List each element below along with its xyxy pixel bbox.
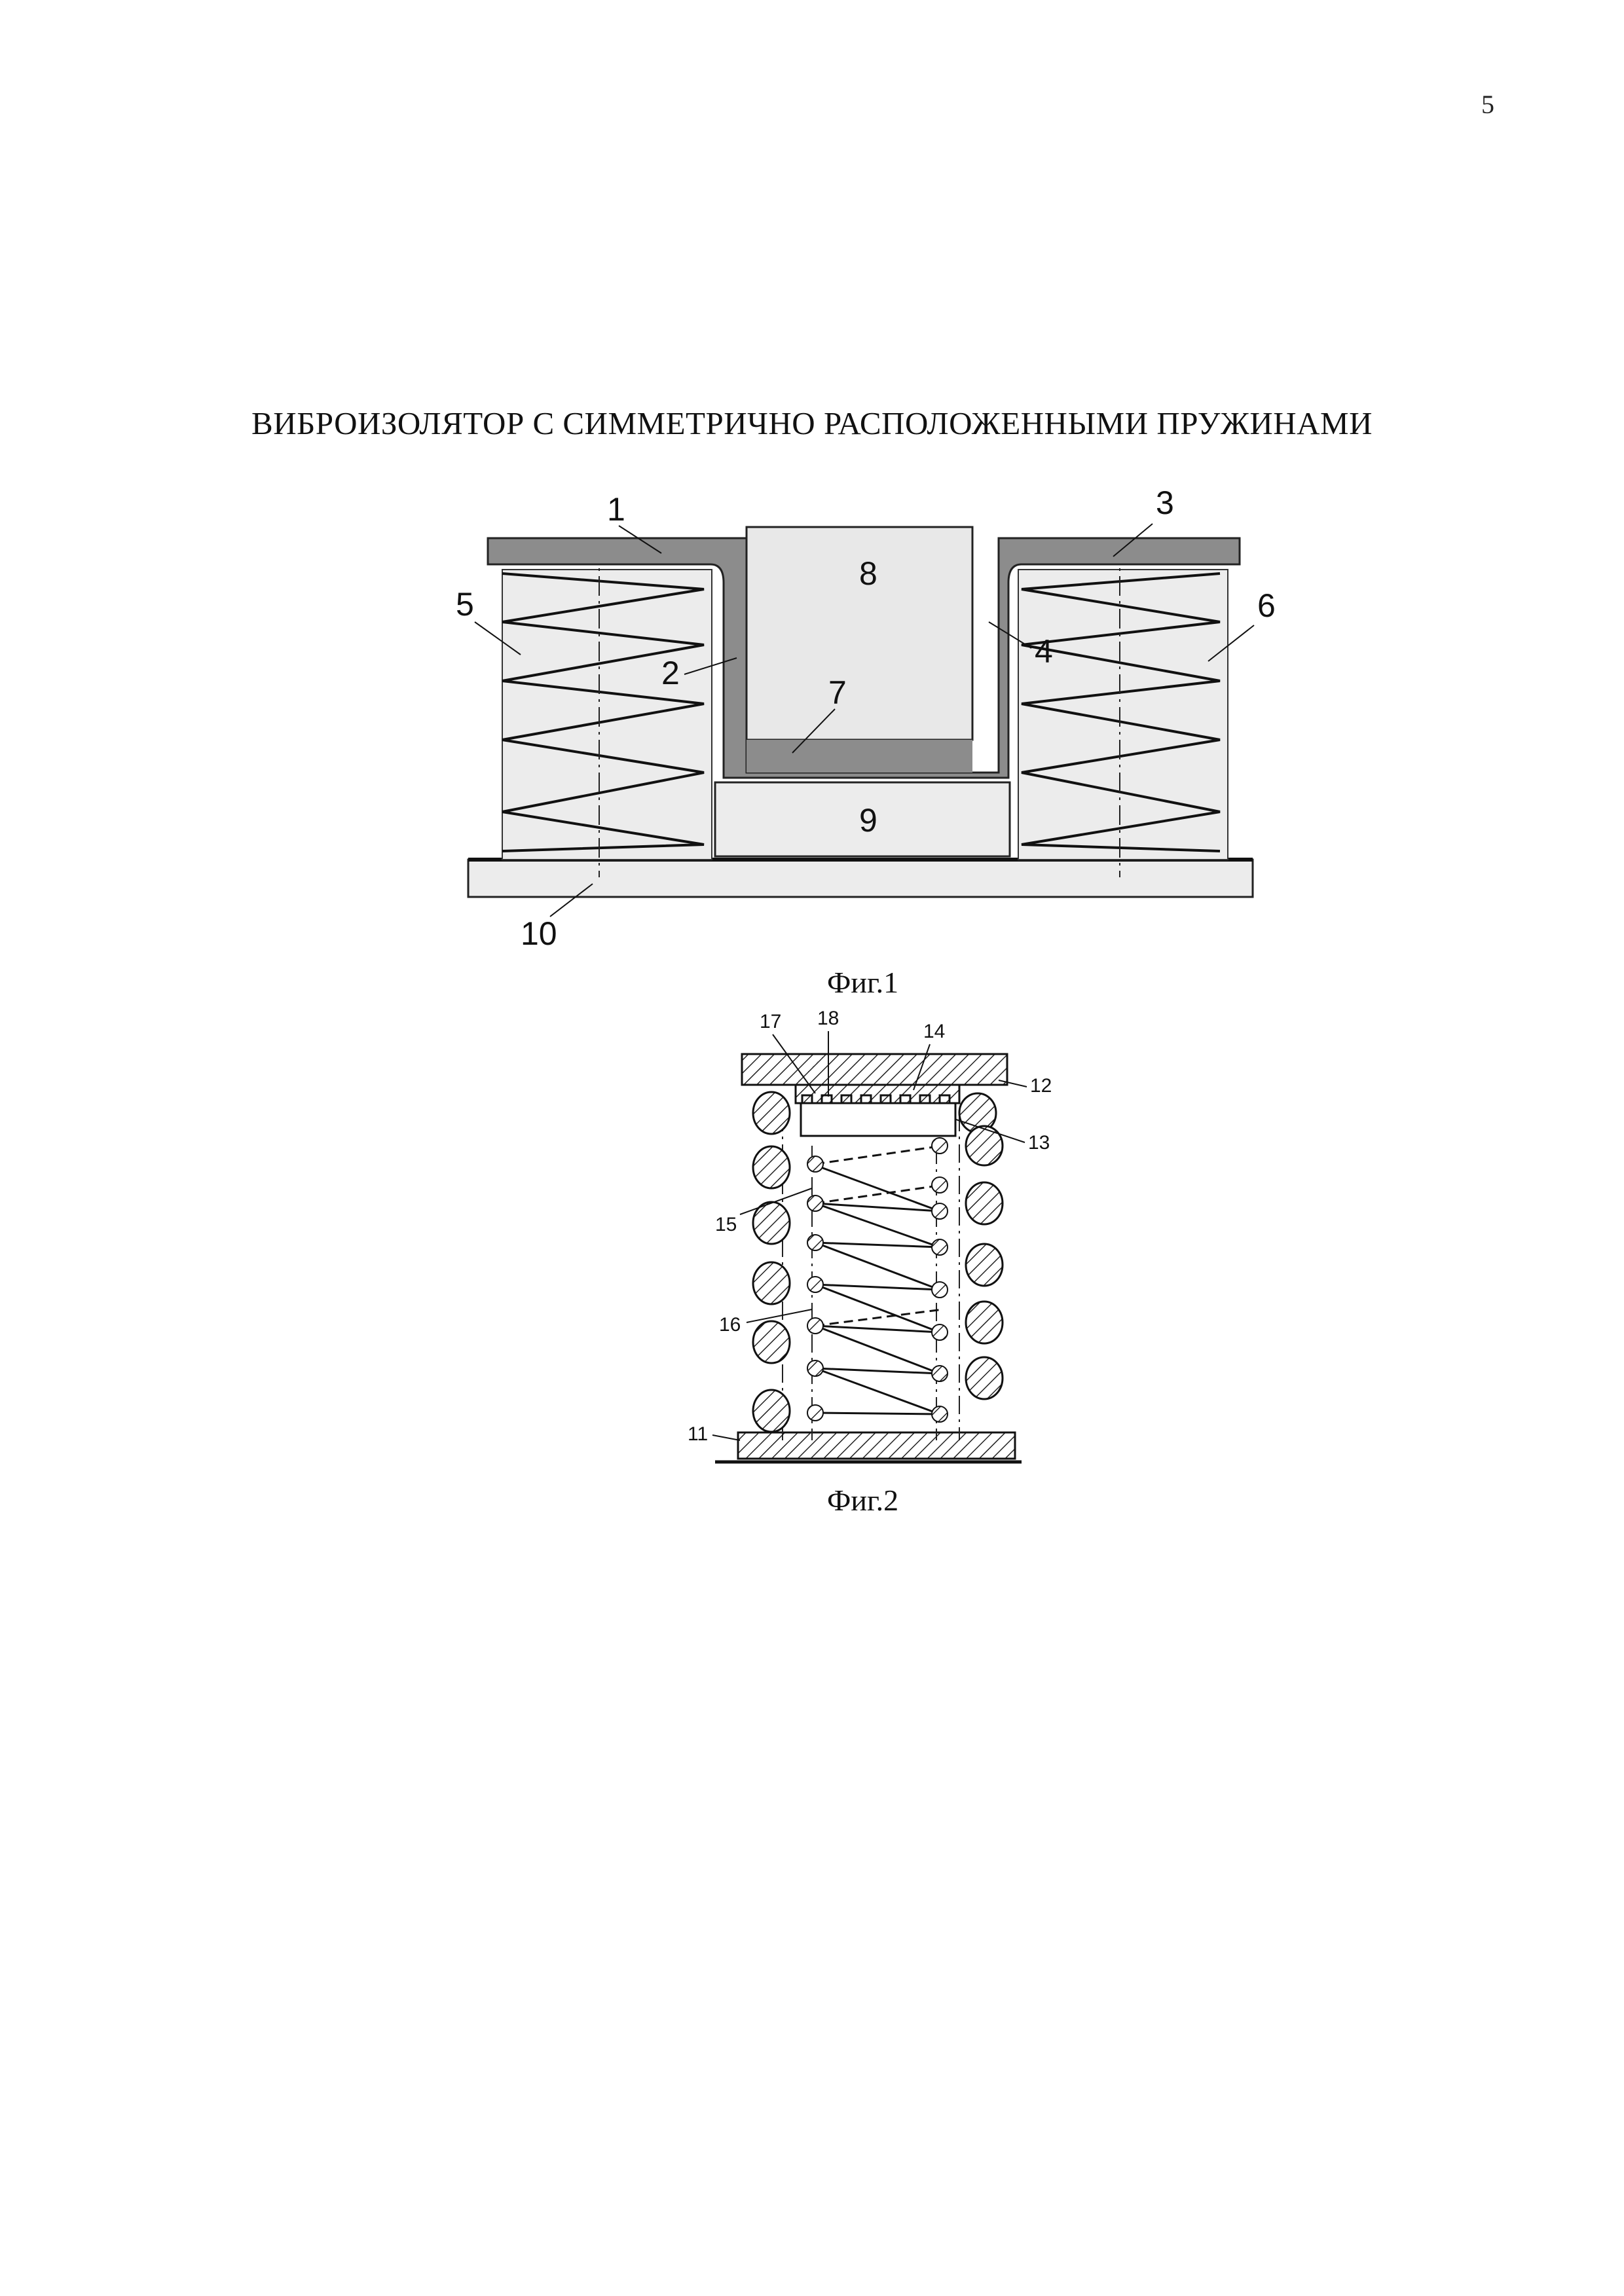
inner-block-13 (801, 1103, 955, 1136)
top-plate-12 (742, 1054, 1007, 1085)
fig2-label-15: 15 (715, 1214, 737, 1235)
fig1-label-9: 9 (859, 802, 877, 839)
fig2-label-16: 16 (719, 1314, 741, 1336)
base-plate-10 (468, 860, 1253, 897)
figure-1-caption: Фиг.1 (827, 966, 899, 999)
fig1-label-5: 5 (456, 586, 474, 623)
outer-spring-left-coils (753, 1092, 790, 1432)
inner-spring-wire-sections (807, 1138, 948, 1422)
fig2-label-12: 12 (1030, 1075, 1052, 1097)
fig1-label-3: 3 (1156, 484, 1174, 521)
fig2-label-14: 14 (923, 1021, 946, 1042)
outer-spring-right-coils (959, 1093, 1003, 1399)
document-title: ВИБРОИЗОЛЯТОР С СИММЕТРИЧНО РАСПОЛОЖЕННЫМИ ПРУЖИНАМИ (251, 405, 1373, 441)
cap-14 (796, 1085, 959, 1103)
figure-2-caption: Фиг.2 (827, 1484, 899, 1517)
fig1-label-2: 2 (661, 655, 680, 691)
base-plate-11 (738, 1432, 1015, 1459)
fig2-label-18: 18 (817, 1008, 840, 1029)
fig1-label-10: 10 (521, 915, 557, 952)
fig2-label-11: 11 (688, 1423, 709, 1445)
fig1-label-1: 1 (607, 491, 625, 528)
fig1-label-4: 4 (1035, 633, 1053, 670)
fig2-assembly (715, 1054, 1022, 1462)
fig1-label-6: 6 (1257, 587, 1276, 624)
fig1-label-7: 7 (828, 674, 847, 711)
cup-bottom-7 (747, 740, 972, 773)
fig2-label-13: 13 (1028, 1132, 1050, 1154)
fig1-label-8: 8 (859, 555, 877, 592)
page-number: 5 (1481, 90, 1494, 119)
fig2-label-17: 17 (760, 1011, 782, 1032)
